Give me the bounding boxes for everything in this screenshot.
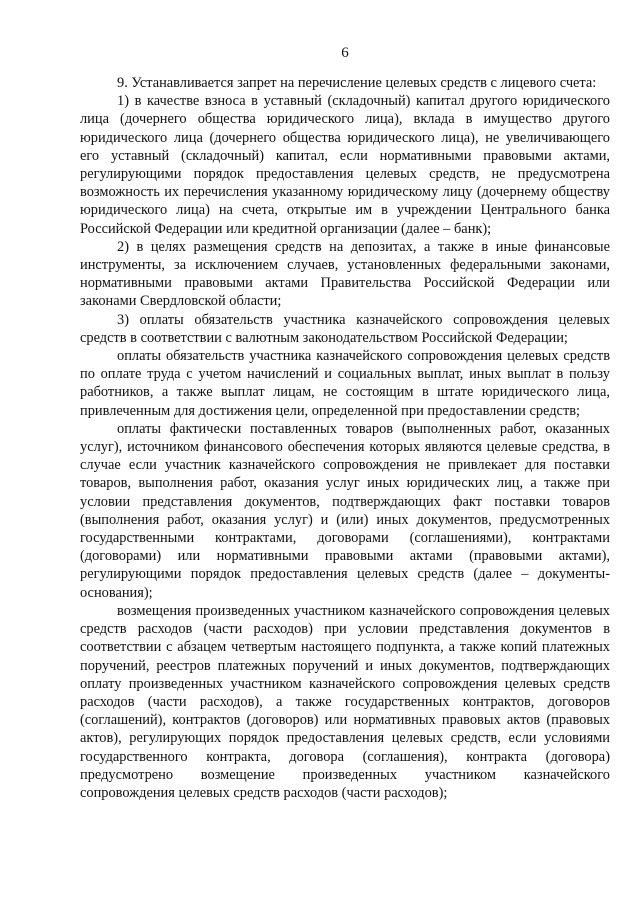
paragraph-goods-payments: оплаты фактически поставленных товаров (выполненных работ, оказанных услуг), источником финансового обеспечения которых являются целевые средства, в случае если участник казначейского сопровождения не привлекает для поставки товаров, выполнения работ, оказания услуг иных юридических лиц, а также при условии представления документов, подтверждающих факт поставки товаров (выполнения работ, оказания услуг) и (или) иных документов, предусмотренных государственными контрактами, договорами (соглашениями), контрактами (договорами) или нормативными правовыми актами (правовыми актами), регулирующими порядок предоставления целевых средств (далее – документы-основания); [80,420,610,601]
paragraph-payroll-payments: оплаты обязательств участника казначейского сопровождения целевых средств по оплате труда с учетом начислений и социальных выплат, иных выплат в пользу работников, а также выплат лицам, не состоящим в штате юридического лица, привлеченным для достижения цели, определенной при предоставлении средств; [80,348,610,419]
paragraph-item-9: 9. Устанавливается запрет на перечисление целевых средств с лицевого счета: [117,75,597,91]
document-page [80,44,610,802]
paragraph-subitem-1: 1) в качестве взноса в уставный (складочный) капитал другого юридического лица (дочернего общества юридического лица), вклада в имущество другого юридического лица (дочернего общества юридического лица), не увеличивающего его уставный (складочный) капитал, если нормативными правовыми актами, регулирующими порядок предоставления целевых средств, не предусмотрена возможность их перечисления указанному юридическому лицу (дочернему обществу юридического лица) на счета, открытые им в учреждении Центрального банка Российской Федерации или кредитной организации (далее – банк); [80,93,610,237]
paragraph-subitem-2: 2) в целях размещения средств на депозитах, а также в иные финансовые инструменты, за исключением случаев, установленных федеральными законами, нормативными правовыми актами Правительства Российской Федерации или законами Свердловской области; [80,238,610,310]
paragraph-subitem-3: 3) оплаты обязательств участника казначейского сопровождения целевых средств в соответствии с валютным законодательством Российской Федерации; [80,311,610,346]
page-number: 6 [341,45,349,61]
paragraph-expense-reimbursement: возмещения произведенных участником казначейского сопровождения целевых средств расходов (части расходов) при условии представления документов в соответствии с абзацем четвертым настоящего подпункта, а также копий платежных поручений, реестров платежных поручений и иных документов, подтверждающих оплату произведенных участником казначейского сопровождения целевых средств расходов (части расходов), а также государственных контрактов, договоров (соглашений), контрактов (договоров) или нормативных правовых актов (правовых актов), регулирующих порядок предоставления целевых средств, если условиями государственного контракта, договора (соглашения), контракта (договора) предусмотрено возмещение произведенных участником казначейского сопровождения целевых средств расходов (части расходов); [80,602,610,801]
